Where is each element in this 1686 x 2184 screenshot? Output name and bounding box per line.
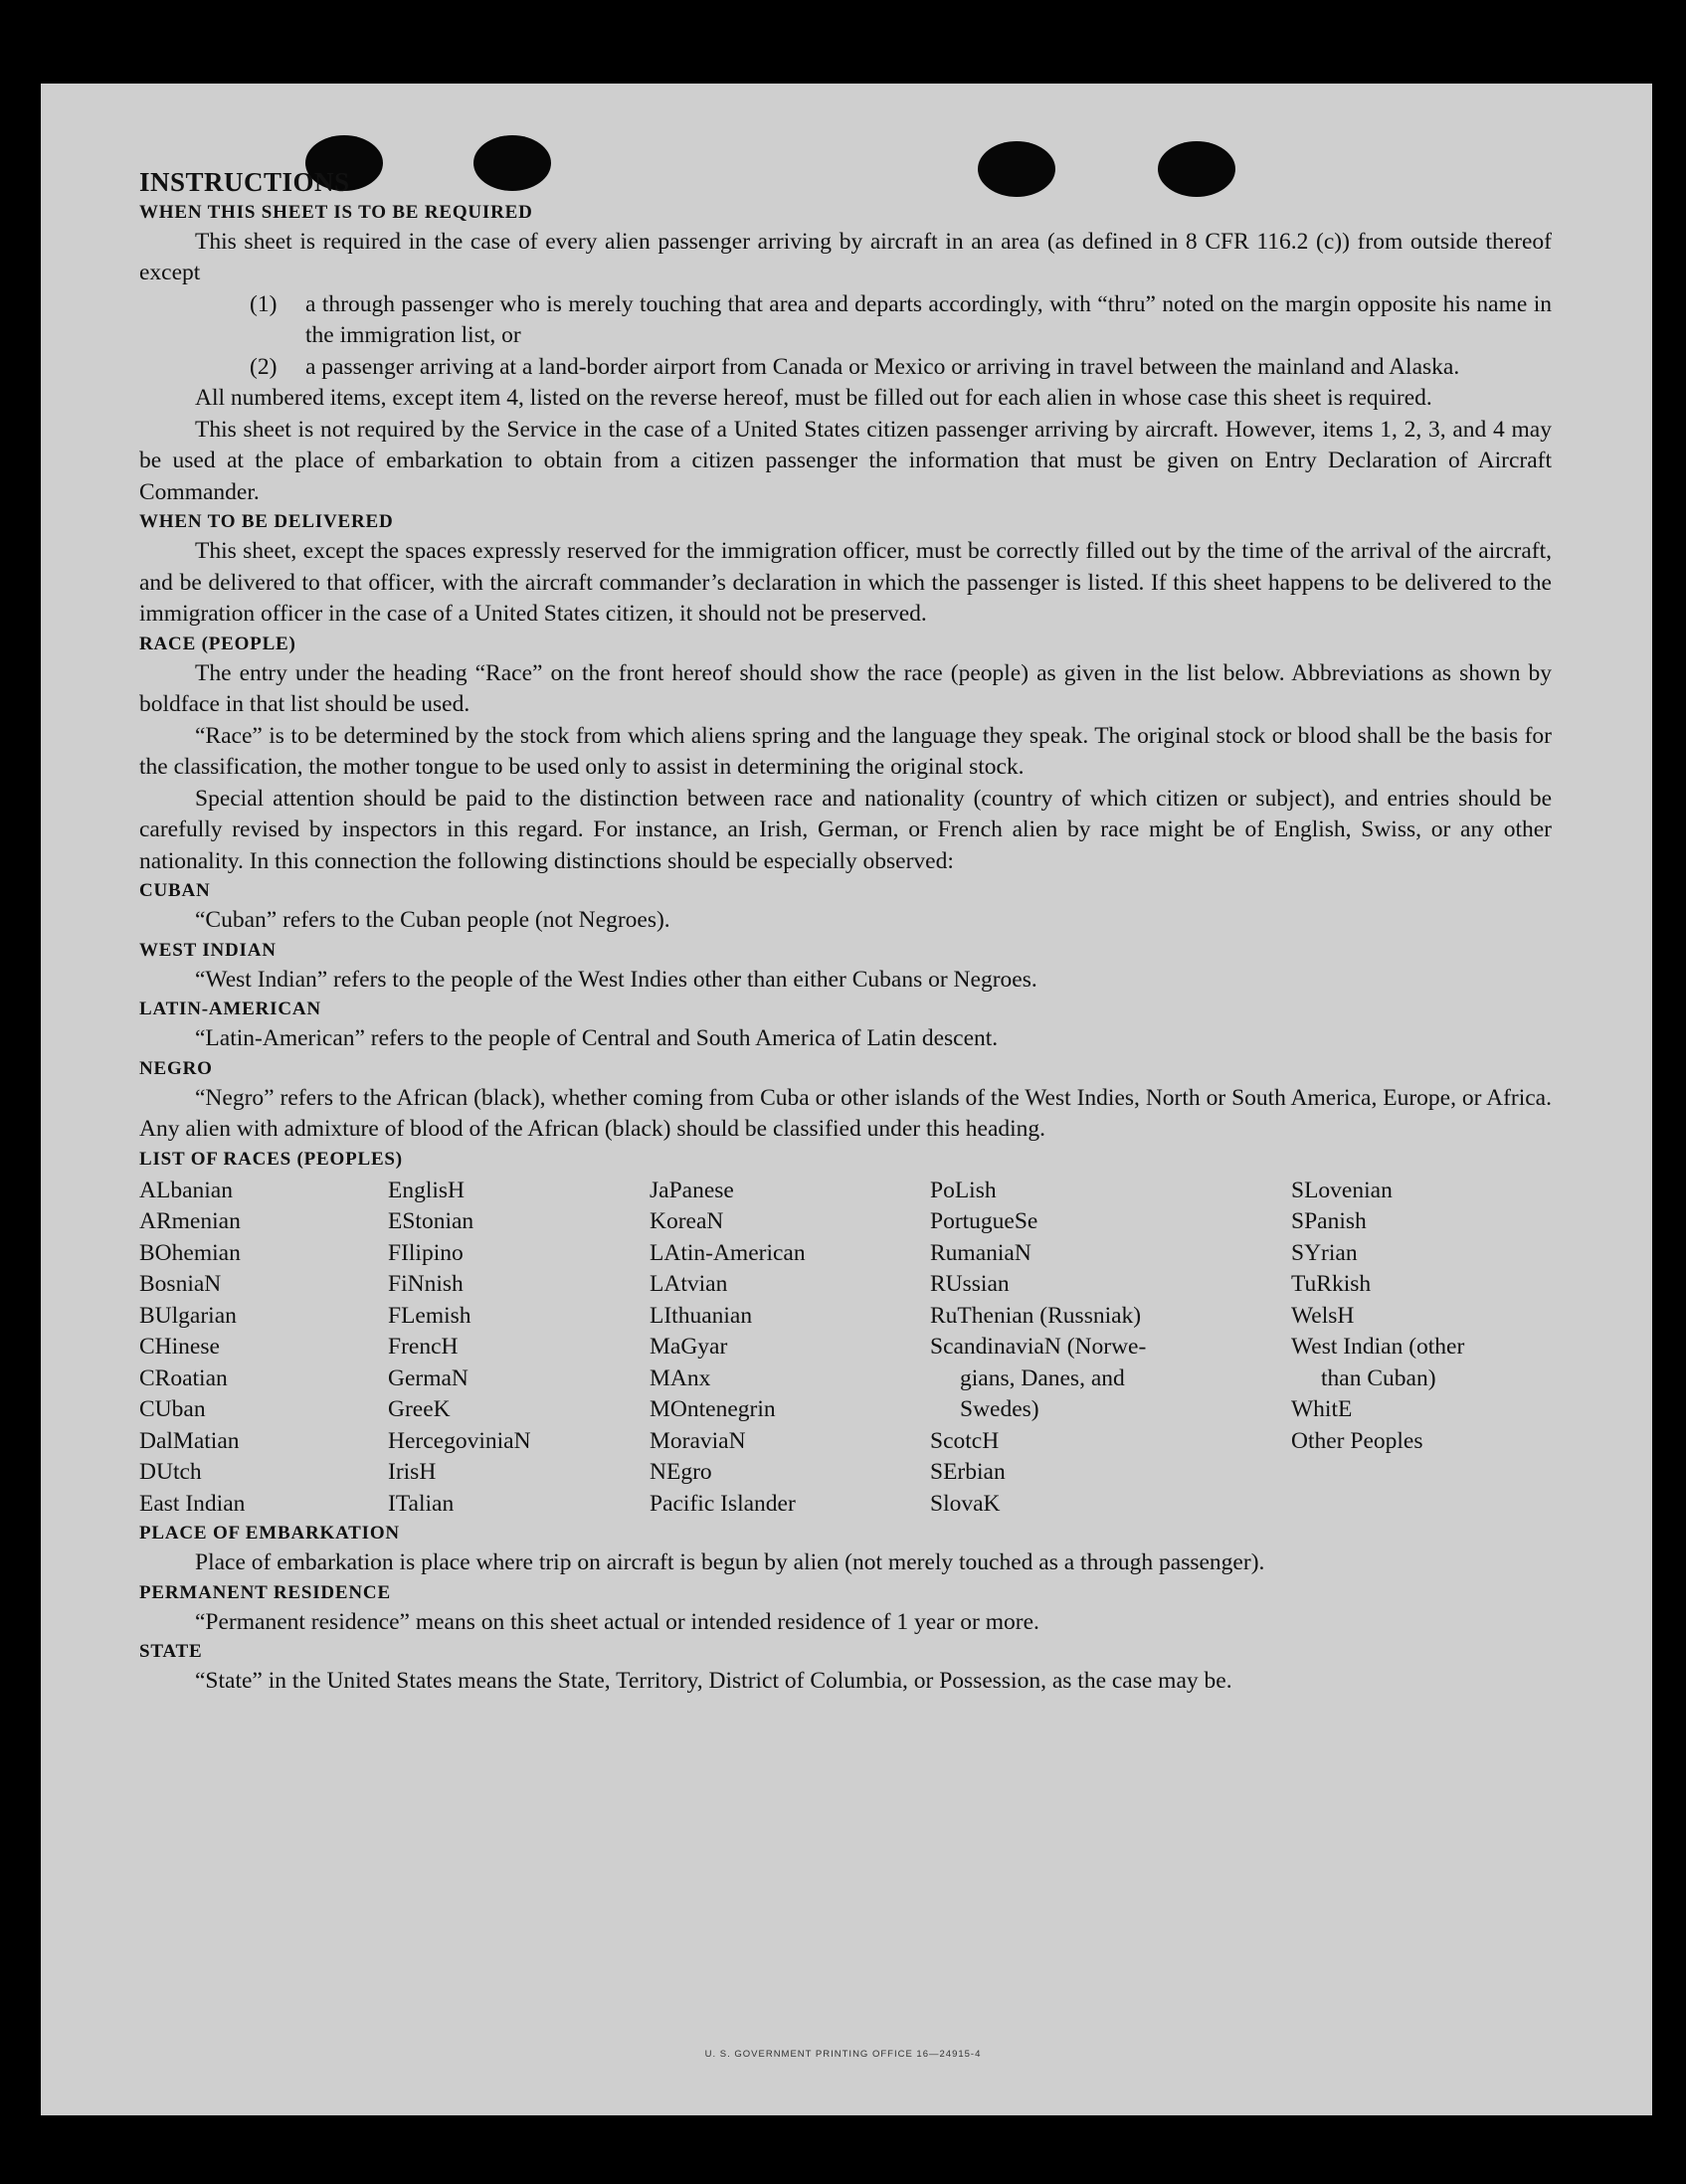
section-heading-races: LIST OF RACES (PEOPLES) <box>139 1148 403 1170</box>
race-entry: BOhemian <box>139 1239 241 1266</box>
race-list <box>139 1176 1552 1521</box>
race-entry: FrencH <box>388 1334 459 1360</box>
section-heading-residence: PERMANENT RESIDENCE <box>139 1581 391 1603</box>
race-column <box>650 1176 930 1521</box>
race-entry: CRoatian <box>139 1365 228 1391</box>
race-entry: SPanish <box>1291 1208 1367 1234</box>
race-column <box>930 1176 1291 1521</box>
race-entry: LAtvian <box>650 1271 728 1297</box>
race-entry: CHinese <box>139 1334 220 1360</box>
paragraph: This sheet is required in the case of every alien passenger arriving by aircraft in an area (as defined in 8 CFR 116.2 (c)) from outside thereof except <box>139 228 1552 285</box>
race-entry: CUban <box>139 1396 206 1422</box>
race-entry: JaPanese <box>650 1177 734 1203</box>
race-column <box>139 1176 388 1521</box>
item-number: (1) <box>250 290 278 317</box>
page-title: INSTRUCTIONS <box>139 167 350 197</box>
race-entry: RUssian <box>930 1271 1010 1297</box>
section-heading-west-indian: WEST INDIAN <box>139 939 277 961</box>
race-entry: FiNnish <box>388 1271 464 1297</box>
race-entry: ScotcH <box>930 1427 1000 1454</box>
race-entry: HercegoviniaN <box>388 1427 531 1454</box>
instructions-body <box>139 167 1552 1698</box>
race-entry: Other Peoples <box>1291 1427 1423 1454</box>
race-entry: TuRkish <box>1291 1271 1372 1297</box>
race-entry: than Cuban) <box>1321 1365 1436 1391</box>
section-heading-race: RACE (PEOPLE) <box>139 633 296 654</box>
race-entry: EStonian <box>388 1208 474 1234</box>
race-entry: ITalian <box>388 1490 455 1517</box>
race-column <box>388 1176 650 1521</box>
race-entry: PoLish <box>930 1177 997 1203</box>
race-entry: LIthuanian <box>650 1302 753 1329</box>
section-heading-latin-american: LATIN-AMERICAN <box>139 999 321 1019</box>
paragraph: This sheet is not required by the Service in the case of a United States citizen passenger arriving by aircraft. However, items 1, 2, 3, and 4 may be used at the place of embarkation to obtain from a citizen passenger the information that must be given on Entry Declaration of Aircraft Commander. <box>139 416 1552 505</box>
paragraph: “Race” is to be determined by the stock from which aliens spring and the language they speak. The original stock or blood shall be the basis for the classification, the mother tongue to be used only to assist in determining the original stock. <box>139 722 1552 780</box>
paragraph: This sheet, except the spaces expressly reserved for the immigration officer, must be correctly filled out by the time of the arrival of the aircraft, and be delivered to that officer, with the aircraft commander’s declaration in which the passenger is listed. If this sheet happens to be delivered to the immigration officer in the case of a United States citizen, it should not be preserved. <box>139 538 1552 627</box>
paragraph: Place of embarkation is place where trip on aircraft is begun by alien (not merely touched as a through passenger). <box>195 1549 1265 1575</box>
race-entry: MaGyar <box>650 1334 728 1360</box>
section-heading-required: WHEN THIS SHEET IS TO BE REQUIRED <box>139 201 533 223</box>
paragraph: The entry under the heading “Race” on the front hereof should show the race (people) as given in the list below. Abbreviations as shown by boldface in that list should be used. <box>139 659 1552 717</box>
race-entry: DalMatian <box>139 1427 240 1454</box>
paragraph: “Cuban” refers to the Cuban people (not Negroes). <box>195 907 670 933</box>
section-heading-cuban: CUBAN <box>139 880 211 901</box>
race-entry: Swedes) <box>960 1396 1039 1422</box>
list-item <box>139 352 1552 384</box>
race-entry: BUlgarian <box>139 1302 237 1329</box>
section-heading-state: STATE <box>139 1641 203 1662</box>
race-entry: RumaniaN <box>930 1239 1031 1266</box>
race-entry: FLemish <box>388 1302 471 1329</box>
item-text: a passenger arriving at a land-border airport from Canada or Mexico or arriving in travel between the mainland and Alaska. <box>305 353 1460 380</box>
race-entry: RuThenian (Russniak) <box>930 1302 1142 1329</box>
race-entry: East Indian <box>139 1490 246 1517</box>
race-entry: ALbanian <box>139 1177 233 1203</box>
race-entry: SYrian <box>1291 1239 1358 1266</box>
list-item <box>139 289 1552 352</box>
race-entry: NEgro <box>650 1459 712 1485</box>
section-heading-negro: NEGRO <box>139 1057 213 1079</box>
race-entry: PortugueSe <box>930 1208 1038 1234</box>
paragraph: All numbered items, except item 4, listed on the reverse hereof, must be filled out for each alien in whose case this sheet is required. <box>195 385 1432 411</box>
race-entry: EnglisH <box>388 1177 466 1203</box>
race-entry: MoraviaN <box>650 1427 746 1454</box>
paragraph: “Negro” refers to the African (black), whether coming from Cuba or other islands of the West Indies, North or South America, Europe, or Africa. Any alien with admixture of blood of the African (black) should be classified under this heading. <box>139 1084 1552 1142</box>
race-entry: KoreaN <box>650 1208 724 1234</box>
race-entry: WelsH <box>1291 1302 1355 1329</box>
race-entry: ARmenian <box>139 1208 241 1234</box>
section-heading-delivered: WHEN TO BE DELIVERED <box>139 511 394 532</box>
race-entry: GreeK <box>388 1396 451 1422</box>
item-text: a through passenger who is merely touching that area and departs accordingly, with “thru” noted on the margin opposite his name in the immigration list, or <box>305 290 1552 348</box>
race-entry: SLovenian <box>1291 1177 1393 1203</box>
paragraph: “State” in the United States means the State, Territory, District of Columbia, or Possession, as the case may be. <box>195 1668 1232 1694</box>
race-entry: SErbian <box>930 1459 1006 1485</box>
race-entry: DUtch <box>139 1459 202 1485</box>
paragraph: “Latin-American” refers to the people of Central and South America of Latin descent. <box>195 1025 999 1051</box>
race-entry: West Indian (other <box>1291 1334 1465 1360</box>
race-entry: WhitE <box>1291 1396 1353 1422</box>
race-entry: LAtin-American <box>650 1239 806 1266</box>
race-entry: IrisH <box>388 1459 437 1485</box>
race-entry: FIlipino <box>388 1239 464 1266</box>
paragraph: “Permanent residence” means on this sheet actual or intended residence of 1 year or more. <box>195 1608 1039 1635</box>
printer-imprint: U. S. GOVERNMENT PRINTING OFFICE 16—24915-4 <box>704 2049 982 2060</box>
race-entry: GermaN <box>388 1365 468 1391</box>
section-heading-embarkation: PLACE OF EMBARKATION <box>139 1523 400 1544</box>
race-entry: MAnx <box>650 1365 711 1391</box>
race-entry: Pacific Islander <box>650 1490 796 1517</box>
race-entry: SlovaK <box>930 1490 1001 1517</box>
race-column <box>1291 1176 1552 1521</box>
paragraph: “West Indian” refers to the people of the West Indies other than either Cubans or Negroes. <box>195 966 1037 993</box>
race-entry: gians, Danes, and <box>960 1365 1125 1391</box>
item-number: (2) <box>250 353 278 380</box>
race-entry: ScandinaviaN (Norwe- <box>930 1334 1147 1360</box>
paragraph: Special attention should be paid to the distinction between race and nationality (country of which citizen or subject), and entries should be carefully revised by inspectors in this regard. For instance, an Irish, German, or French alien by race might be of English, Swiss, or any other nationality. In this connection the following distinctions should be especially observed: <box>139 785 1552 874</box>
race-entry: MOntenegrin <box>650 1396 776 1422</box>
race-entry: BosniaN <box>139 1271 222 1297</box>
